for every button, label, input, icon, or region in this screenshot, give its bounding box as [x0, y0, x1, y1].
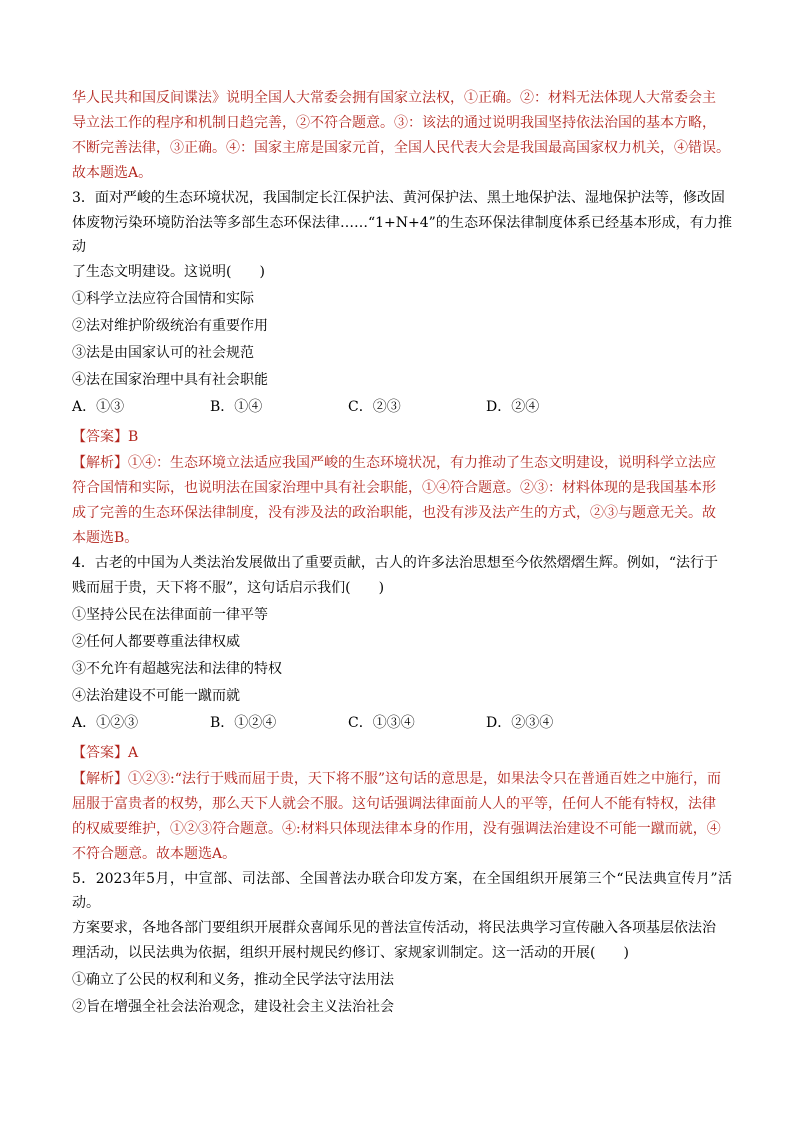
choice-c: C．②③	[348, 399, 401, 415]
question-3	[72, 186, 732, 550]
choice-b: B．①④	[210, 399, 263, 415]
answer-line: 【答案】A	[72, 745, 139, 761]
choice-d: D．②③④	[486, 715, 554, 731]
analysis-line: 【解析】①②③:“法行于贱而屈于贵，天下将不服”这句话的意思是，如果法令只在普通百姓之中施行，而	[72, 771, 722, 787]
analysis-line: 符合国情和实际，也说明法在国家治理中具有社会职能，①④符合题意。②③：材料体现的是我国基本形	[72, 480, 716, 496]
text-line: 导立法工作的程序和机制日趋完善，②不符合题意。③：该法的通过说明我国坚持依法治国的基本方略，	[72, 115, 716, 131]
question-stem: 理活动，以民法典为依据，组织开展村规民约修订、家规家训制定。这一活动的开展( )	[72, 945, 629, 961]
question-stem: 体废物污染环境防治法等多部生态环保法律……“1+N+4”的生态环保法律制度体系已经基本形成，有力推动	[72, 215, 732, 255]
choice-c: C．①③④	[348, 715, 415, 731]
answer-choices	[72, 711, 732, 735]
question-stem: 4．古老的中国为人类法治发展做出了重要贡献，古人的许多法治思想至今依然熠熠生辉。例如，“法行于	[72, 555, 719, 571]
answer-line: 【答案】B	[72, 429, 139, 445]
statement-item: ③法是由国家认可的社会规范	[72, 345, 254, 361]
question-stem: 贱而屈于贵，天下将不服”，这句话启示我们( )	[72, 580, 385, 596]
previous-explanation	[72, 86, 732, 185]
analysis-line: 屈服于富贵者的权势，那么天下人就会不服。这句话强调法律面前人人的平等，任何人不能有特权，法律	[72, 796, 716, 812]
text-line: 华人民共和国反间谍法》说明全国人大常委会拥有国家立法权，①正确。②：材料无法体现人大常委会主	[72, 90, 716, 106]
statement-item: ②法对维护阶级统治有重要作用	[72, 318, 268, 334]
analysis-line: 【解析】①④：生态环境立法适应我国严峻的生态环境状况，有力推动了生态文明建设，说明科学立法应	[72, 455, 716, 471]
answer-choices	[72, 395, 732, 419]
question-5	[72, 867, 732, 1019]
choice-a: A．①③	[72, 399, 125, 415]
question-stem: 了生态文明建设。这说明( )	[72, 264, 265, 280]
choice-d: D．②④	[486, 399, 540, 415]
analysis-line: 成了完善的生态环保法律制度，没有涉及法的政治职能，也没有涉及法产生的方式，②③与题意无关。故	[72, 505, 716, 521]
analysis-line: 的权威要维护，①②③符合题意。④:材料只体现法律本身的作用，没有强调法治建设不可能一蹴而就，④	[72, 821, 721, 837]
statement-item: ②任何人都要尊重法律权威	[72, 634, 240, 650]
statement-item: ④法治建设不可能一蹴而就	[72, 688, 240, 704]
text-line: 不断完善法律，③正确。④：国家主席是国家元首，全国人民代表大会是我国最高国家权力机关，④错误。	[72, 140, 730, 156]
statement-item: ③不允许有超越宪法和法律的特权	[72, 661, 282, 677]
question-stem: 3．面对严峻的生态环境状况，我国制定长江保护法、黄河保护法、黑土地保护法、湿地保护法等，修改固	[72, 190, 725, 206]
question-stem: 方案要求，各地各部门要组织开展群众喜闻乐见的普法宣传活动，将民法典学习宣传融入各项基层依法治	[72, 920, 716, 936]
question-stem: 5．2023年5月，中宣部、司法部、全国普法办联合印发方案，在全国组织开展第三个“民法典宣传月”活动。	[72, 871, 732, 911]
statement-item: ①坚持公民在法律面前一律平等	[72, 607, 268, 623]
statement-item: ①确立了公民的权利和义务，推动全民学法守法用法	[72, 972, 394, 988]
question-4	[72, 551, 732, 866]
statement-item: ①科学立法应符合国情和实际	[72, 291, 254, 307]
analysis-line: 本题选B。	[72, 530, 139, 546]
choice-b: B．①②④	[210, 715, 277, 731]
document-page	[72, 86, 732, 1022]
statement-item: ④法在国家治理中具有社会职能	[72, 372, 268, 388]
analysis-line: 不符合题意。故本题选A。	[72, 846, 237, 862]
text-line: 故本题选A。	[72, 165, 153, 181]
choice-a: A．①②③	[72, 715, 139, 731]
statement-item: ②旨在增强全社会法治观念，建设社会主义法治社会	[72, 999, 394, 1015]
